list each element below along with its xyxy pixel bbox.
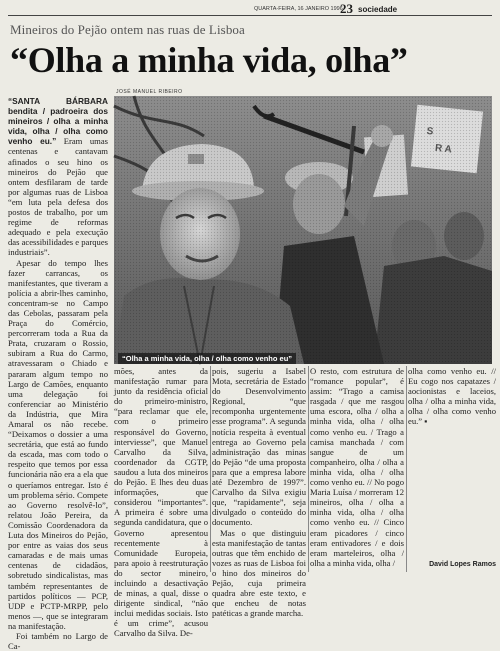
column-divider (210, 366, 211, 572)
article-column-4 (310, 366, 404, 572)
article-paragraph: mões, antes da manifestação rumar para junto da residência oficial do primeiro-ministro, “para reclamar que ele, com o primeiro responsável do Governo, interviesse”, que Manuel Carvalho da Silva, coordenador da CGTP, saudou a luta dos mineiros do Pejão. E lhes deu duas informações, que considerou “importantes”. A primeira é sobre uma segunda candidatura, que o Governo apresentou recentemente à Comunidade Europeia, para apoio à reestruturação do sector mineiro, incluindo a desactivação de minas, a qual, disse o dirigente sindical, “não inclui medidas sociais. Isto é um crime”, acusou Carvalho da Silva. De- (114, 366, 208, 639)
article-photo (114, 96, 492, 364)
top-rule (8, 15, 492, 16)
running-head (0, 2, 500, 14)
column-divider (406, 366, 407, 572)
section-name: sociedade (358, 5, 398, 14)
photo-credit: JOSÉ MANUEL RIBEIRO (116, 89, 183, 95)
miners-photo-illustration (114, 96, 492, 364)
article-paragraph: Foi também no Largo de Ca- (8, 630, 108, 651)
article-paragraph: O resto, com estrutura de “romance popular”, é assim: “Trago a camisa rasgada / que me rasgou uma escora, olha / olha a minha vida, olha / olha como venho eu. / Trago a camisa manchada / com sangue de um companheiro, olha / olha a minha vida, olha / olha como venho eu. // No pogo Maria Luísa / morreram 12 mineiros, olha / olha a minha vida, olha / olha como venho eu. // Cinco eram picadores / cinco eram entivadores / e dois eram marteleiros, olha / olha a minha vida, olha / (310, 366, 404, 568)
article-column-1 (8, 96, 108, 651)
issue-date: QUARTA-FEIRA, 16 JANEIRO 1996 (254, 6, 343, 12)
article-column-3 (212, 366, 306, 619)
article-column-2 (114, 366, 208, 639)
column-divider (308, 366, 309, 572)
article-byline: David Lopes Ramos (429, 561, 496, 568)
article-paragraph: Apesar do tempo lhes fazer carrancas, os manifestantes, que tiveram a polícia a abrir-lhes caminho, concentram-se no Campo das Cebolas, passaram pela Praça do Comércio, percorreram toda a Rua da Prata, cruzaram o Rossio, subiram a Rua do Carmo, atravessaram o Chiado e pararam algum tempo no Largo de Camões, enquanto uma delegação foi conferenciar ao Ministério da Indústria, que Mira Amaral os não recebe. “Deixamos o dossier a uma secretária, que está ao fundo da escada, mas com todo o respeito que temos por essa funcionária não era a ela que o queríamos entregar. Isto é um problema sério. Compete ao Governo resolvê-lo”, relatou João Pereira, da Comissão Coordenadora da Luta dos Mineiros do Pejão, por entre as vaias dos seus camaradas e de mais umas centenas de cidadãos, sobretudo sindicalistas, mas também representantes de partidos políticos — PCP, UDP e PCTP-MRPP, pelo menos —, que se integraram na manifestação. (8, 257, 108, 631)
article-kicker: Mineiros do Pejão ontem nas ruas de Lisboa (10, 22, 245, 37)
photo-caption: “Olha a minha vida, olha / olha como venho eu” (118, 353, 296, 364)
article-headline: “Olha a minha vida, olha” (10, 40, 408, 80)
article-paragraph: pois, sugeriu a Isabel Mota, secretária de Estado do Desenvolvimento Regional, “que recomponha urgentemente esse programa”. A segunda notícia respeita à eventual entrega ao Governo pela administração das minas do Pejão “de uma proposta para que a empresa labore até Dezembro de 1997”. Carvalho da Silva exigiu que, “rapidamente”, seja divulgado o conteúdo do documento. (212, 366, 306, 528)
article-paragraph: Mas o que distinguiu esta manifestação de tantas outras que têm enchido de vozes as ruas de Lisboa foi o hino dos mineiros do Pejão, cuja primeira quadra abre este texto, e que encheu de notas patéticas a grande marcha. (212, 527, 306, 619)
article-column-5 (408, 366, 496, 562)
page-number: 23 (340, 1, 353, 16)
article-paragraph: olha como venho eu. // Eu cogo nos capatazes / aocionistas e laceios, olha / olha a minha vida, olha / olha como venho eu.” ▪ (408, 366, 496, 427)
article-paragraph: “SANTA BÁRBARA bendita / padroeira dos mineiros / olha a minha vida, olha / olha como venho eu.” Eram umas centenas e cantavam afinados o seu hino os mineiros do Pejão que ontem desfilaram de tarde por algumas ruas de Lisboa “em luta pela defesa dos postos de trabalho, por um regime de reformas adequado e pela execução das acessibilidades e parques industriais”. (8, 96, 108, 258)
